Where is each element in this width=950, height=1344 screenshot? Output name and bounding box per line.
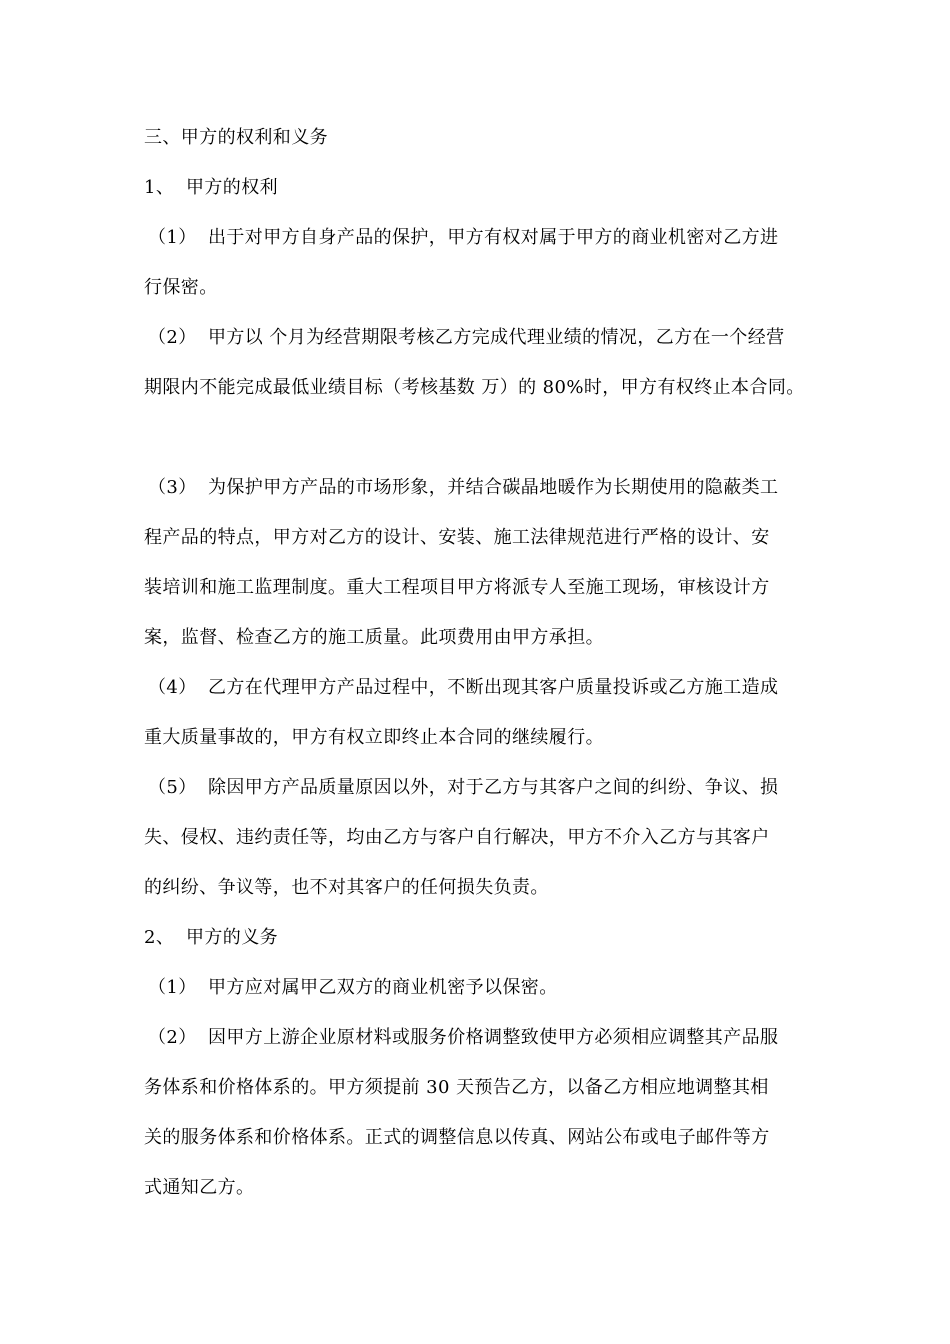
obligations-item-1-number: （1） — [148, 977, 197, 998]
rights-item-5-line-3: 的纠纷、争议等，也不对其客户的任何损失负责。 — [144, 877, 549, 898]
obligations-item-1-text: 甲方应对属甲乙双方的商业机密予以保密。 — [208, 977, 558, 998]
rights-heading-number: 1、 — [144, 177, 175, 198]
rights-item-3-line-3: 装培训和施工监理制度。重大工程项目甲方将派专人至施工现场，审核设计方 — [144, 577, 770, 598]
rights-item-4-line-2: 重大质量事故的，甲方有权立即终止本合同的继续履行。 — [144, 727, 604, 748]
rights-item-1-number: （1） — [148, 227, 197, 248]
obligations-item-2-line-1 — [148, 1026, 778, 1050]
rights-item-2-text: 甲方以 个月为经营期限考核乙方完成代理业绩的情况，乙方在一个经营 — [208, 327, 785, 348]
rights-item-3-line-4: 案，监督、检查乙方的施工质量。此项费用由甲方承担。 — [144, 627, 604, 648]
obligations-item-2-number: （2） — [148, 1027, 197, 1048]
obligations-item-1-line-1 — [148, 976, 558, 1000]
rights-item-5-number: （5） — [148, 777, 197, 798]
obligations-heading-text: 甲方的义务 — [186, 927, 278, 948]
rights-item-5-line-2: 失、侵权、违约责任等，均由乙方与客户自行解决，甲方不介入乙方与其客户 — [144, 827, 770, 848]
obligations-heading — [144, 926, 278, 950]
rights-item-4-number: （4） — [148, 677, 197, 698]
section-heading: 三、甲方的权利和义务 — [144, 127, 328, 148]
rights-item-4-line-1 — [148, 676, 778, 700]
obligations-item-2-text: 因甲方上游企业原材料或服务价格调整致使甲方必须相应调整其产品服 — [208, 1027, 779, 1048]
rights-item-3-text: 为保护甲方产品的市场形象，并结合碳晶地暖作为长期使用的隐蔽类工 — [208, 477, 779, 498]
rights-item-5-text: 除因甲方产品质量原因以外，对于乙方与其客户之间的纠纷、争议、损 — [208, 777, 779, 798]
rights-item-2-line-1 — [148, 326, 785, 350]
rights-item-2-line-2: 期限内不能完成最低业绩目标（考核基数 万）的 80%时，甲方有权终止本合同。 — [144, 377, 805, 398]
rights-item-2-number: （2） — [148, 327, 197, 348]
obligations-item-2-line-3: 关的服务体系和价格体系。正式的调整信息以传真、网站公布或电子邮件等方 — [144, 1127, 770, 1148]
rights-item-5-line-1 — [148, 776, 778, 800]
rights-item-1-line-2: 行保密。 — [144, 277, 218, 298]
obligations-heading-number: 2、 — [144, 927, 175, 948]
rights-heading — [144, 176, 278, 200]
rights-item-4-text: 乙方在代理甲方产品过程中，不断出现其客户质量投诉或乙方施工造成 — [208, 677, 779, 698]
rights-item-1-text: 出于对甲方自身产品的保护，甲方有权对属于甲方的商业机密对乙方进 — [208, 227, 779, 248]
rights-item-3-number: （3） — [148, 477, 197, 498]
rights-item-3-line-2: 程产品的特点，甲方对乙方的设计、安装、施工法律规范进行严格的设计、安 — [144, 527, 770, 548]
obligations-item-2-line-2: 务体系和价格体系的。甲方须提前 30 天预告乙方，以备乙方相应地调整其相 — [144, 1077, 769, 1098]
rights-item-1-line-1 — [148, 226, 778, 250]
obligations-item-2-line-4: 式通知乙方。 — [144, 1177, 255, 1198]
rights-item-3-line-1 — [148, 476, 778, 500]
rights-heading-text: 甲方的权利 — [186, 177, 278, 198]
